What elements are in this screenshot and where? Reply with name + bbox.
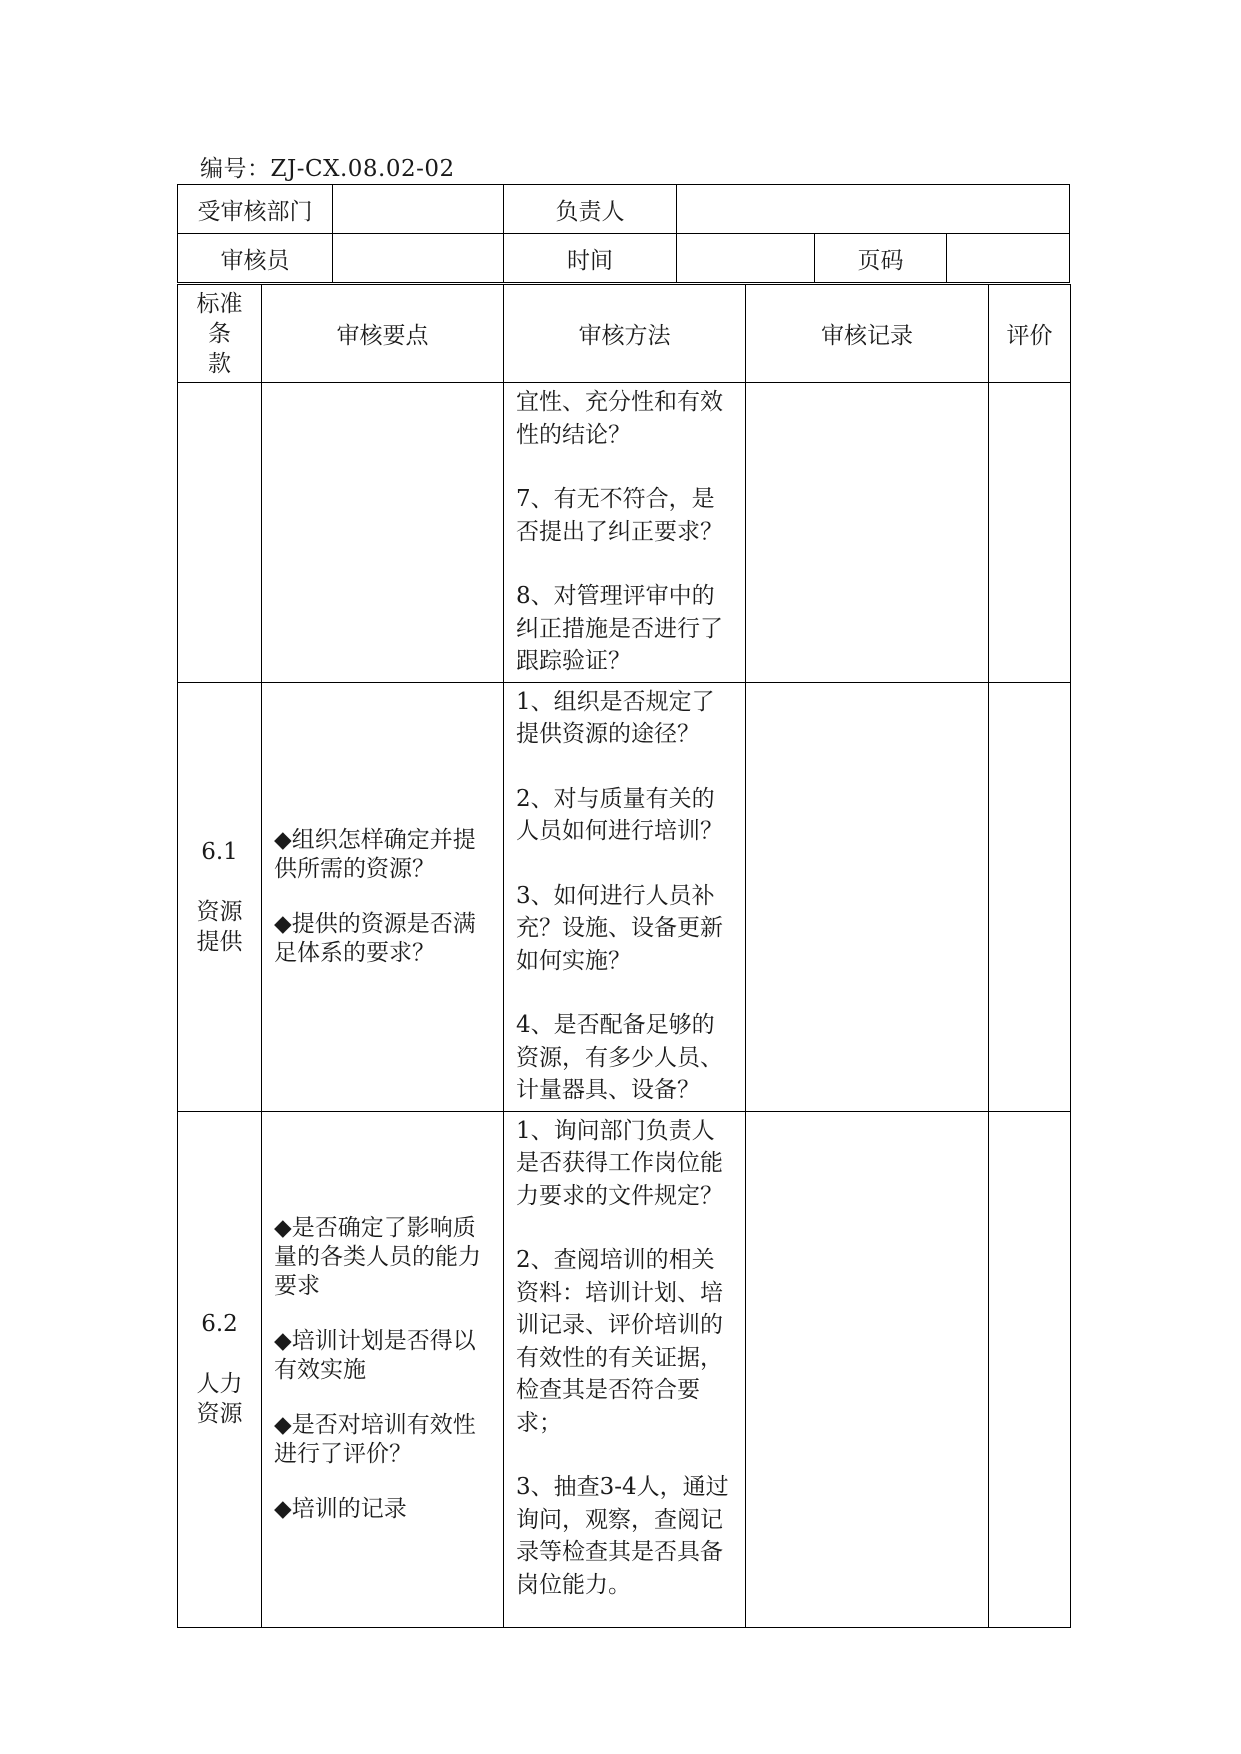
table-row (178, 1111, 1071, 1627)
record-cell[interactable] (746, 1111, 989, 1627)
clause-name: 提供 (196, 928, 243, 955)
clause-cell (178, 383, 262, 683)
points-cell (262, 383, 504, 683)
clause-code: 6.2 (201, 1311, 238, 1337)
method-item: 3、如何进行人员补充？设施、设备更新如何实施？ (516, 882, 723, 974)
audit-point: ◆是否确定了影响质量的各类人员的能力要求 (274, 1215, 481, 1299)
header-row-1 (178, 185, 1070, 234)
method-item: 1、组织是否规定了提供资源的途径？ (516, 688, 715, 747)
audited-dept-field[interactable] (333, 185, 504, 234)
clause-code: 6.1 (201, 838, 238, 865)
method-cell (504, 1111, 746, 1627)
auditor-field[interactable] (333, 234, 504, 283)
responsible-field[interactable] (677, 185, 1070, 234)
audit-point: ◆是否对培训有效性进行了评价？ (274, 1412, 476, 1467)
audit-point: ◆组织怎样确定并提供所需的资源？ (274, 826, 476, 882)
evaluation-column-header: 评价 (989, 285, 1071, 383)
record-cell[interactable] (746, 682, 989, 1111)
method-item: 1、询问部门负责人是否获得工作岗位能力要求的文件规定？ (516, 1117, 723, 1209)
time-label: 时间 (504, 234, 677, 283)
clause-cell (178, 1111, 262, 1627)
points-column-header: 审核要点 (262, 285, 504, 383)
audited-dept-label: 受审核部门 (178, 185, 333, 234)
method-item: 7、有无不符合，是否提出了纠正要求？ (516, 486, 723, 545)
auditor-label: 审核员 (178, 234, 333, 283)
record-column-header: 审核记录 (746, 285, 989, 383)
method-cell (504, 682, 746, 1111)
responsible-label: 负责人 (504, 185, 677, 234)
evaluation-cell[interactable] (989, 682, 1071, 1111)
clause-column-header: 标准 条 款 (178, 285, 262, 383)
header-table (177, 184, 1070, 283)
method-item: 2、对与质量有关的人员如何进行培训？ (516, 785, 723, 844)
audit-point: ◆培训的记录 (274, 1496, 407, 1522)
page-label: 页码 (815, 234, 947, 283)
column-header-row (178, 285, 1071, 383)
method-item: 4、是否配备足够的资源，有多少人员、计量器具、设备？ (516, 1012, 723, 1103)
audit-point: ◆提供的资源是否满足体系的要求？ (274, 910, 476, 966)
method-item: 3、抽查3-4人，通过询问，观察，查阅记录等检查其是否具备岗位能力。 (516, 1474, 729, 1598)
audit-table (177, 284, 1071, 1628)
points-cell (262, 682, 504, 1111)
record-cell[interactable] (746, 383, 989, 683)
method-column-header: 审核方法 (504, 285, 746, 383)
header-row-2 (178, 234, 1070, 283)
method-item: 宜性、充分性和有效性的结论？ (516, 389, 723, 448)
method-item: 2、查阅培训的相关资料：培训计划、培训记录、评价培训的有效性的有关证据，检查其是否符合要求； (516, 1247, 723, 1436)
clause-name: 人力 (196, 1371, 243, 1397)
clause-name: 资源 (196, 898, 243, 925)
evaluation-cell[interactable] (989, 383, 1071, 683)
page-field[interactable] (947, 234, 1070, 283)
time-field[interactable] (677, 234, 815, 283)
points-cell (262, 1111, 504, 1627)
clause-name: 资源 (196, 1401, 243, 1427)
method-item: 8、对管理评审中的纠正措施是否进行了跟踪验证？ (516, 583, 723, 674)
audit-point: ◆培训计划是否得以有效实施 (274, 1328, 476, 1383)
clause-cell (178, 682, 262, 1111)
table-row (178, 383, 1071, 683)
table-row (178, 682, 1071, 1111)
method-cell (504, 383, 746, 683)
document-number: 编号：ZJ-CX.08.02-02 (200, 156, 455, 182)
evaluation-cell[interactable] (989, 1111, 1071, 1627)
